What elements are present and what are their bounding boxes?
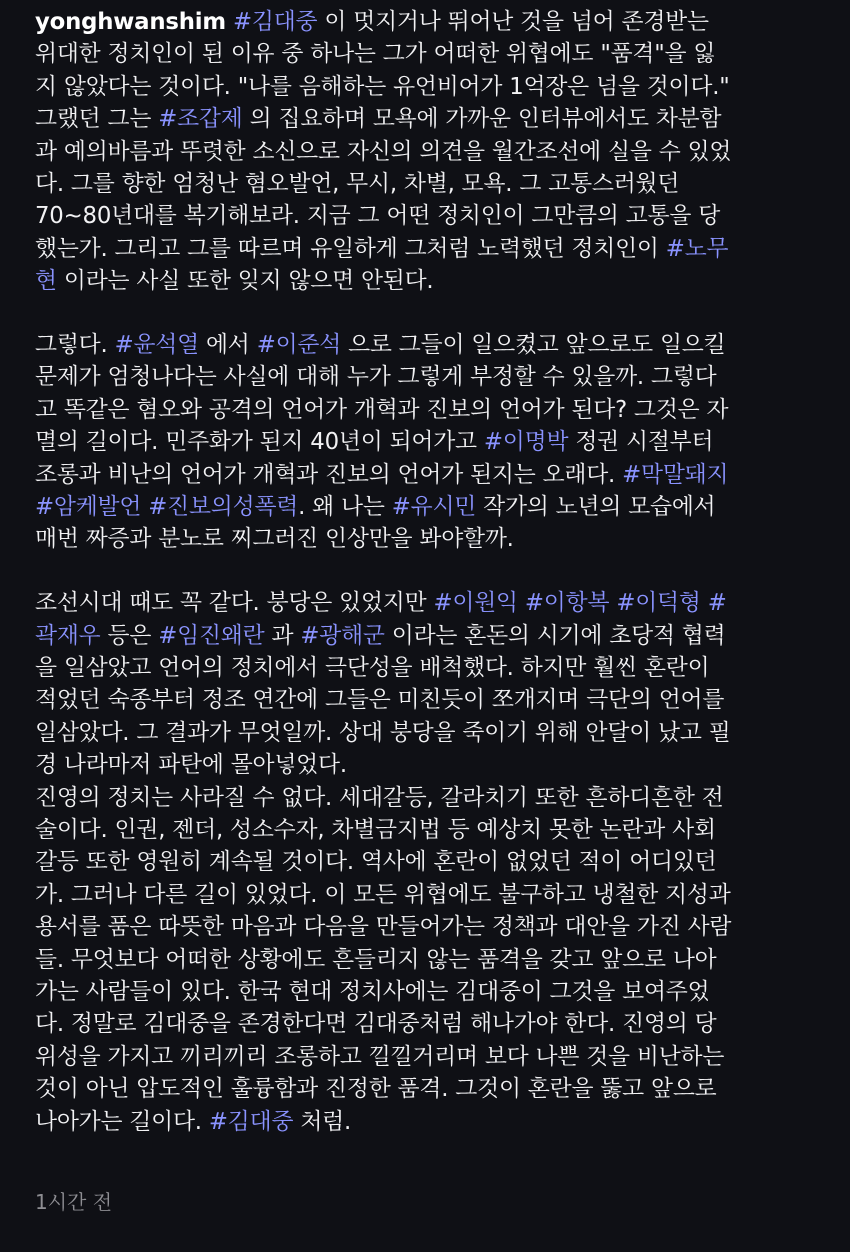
hashtag-link[interactable]: #김대중: [208, 1108, 294, 1135]
post-text: 용서를 품은 따뜻한 마음과 다음을 만들어가는 정책과 대안을 가진 사람: [35, 914, 732, 941]
post-text: 위성을 가지고 끼리끼리 조롱하고 낄낄거리며 보다 나쁜 것을 비난하는: [35, 1043, 725, 1070]
post-text-line: [35, 523, 825, 555]
post-text: 문제가 엄청나다는 사실에 대해 누가 그렇게 부정할 수 있을까. 그렇다: [35, 364, 717, 391]
thread-post: [35, 6, 825, 1138]
post-text-line: [35, 782, 825, 814]
post-text: 처럼.: [293, 1108, 352, 1135]
post-text-line: [35, 1041, 825, 1073]
post-text-line: [35, 265, 825, 297]
post-text: 과 예의바름과 뚜렷한 소신으로 자신의 의견을 월간조선에 실을 수 있었: [35, 138, 732, 165]
post-text: 멸의 길이다. 민주화가 된지 40년이 되어가고: [35, 429, 484, 456]
post-text: 조선시대 때도 꼭 같다. 붕당은 있었지만: [35, 590, 434, 617]
post-text: 진영의 정치는 사라질 수 없다. 세대갈등, 갈라치기 또한 흔하디흔한 전: [35, 784, 724, 811]
post-text-line: [35, 491, 825, 523]
post-text-line: [35, 976, 825, 1008]
username-link[interactable]: yonghwanshim: [35, 9, 226, 35]
post-text: 에서: [198, 332, 257, 359]
post-text: 조롱과 비난의 언어가 개혁과 진보의 언어가 된지는 오래다.: [35, 461, 623, 488]
post-text-line: [35, 38, 825, 70]
hashtag-link[interactable]: #이덕형: [616, 590, 701, 617]
post-text: 다. 정말로 김대중을 존경한다면 김대중처럼 해나가야 한다. 진영의 당: [35, 1011, 717, 1038]
hashtag-link[interactable]: #이명박: [483, 429, 569, 456]
post-text: 술이다. 인권, 젠더, 성소수자, 차별금지법 등 예상치 못한 논란과 사회: [35, 816, 716, 843]
post-text-line: [35, 587, 825, 619]
hashtag-link[interactable]: #막말돼지: [622, 461, 729, 488]
post-text-line: [35, 1008, 825, 1040]
post-text: 나아가는 길이다.: [35, 1108, 209, 1135]
hashtag-link[interactable]: 곽재우: [35, 622, 101, 649]
post-text: 등은: [100, 622, 159, 649]
post-text: 고 똑같은 혐오와 공격의 언어가 개혁과 진보의 언어가 된다? 그것은 자: [35, 396, 729, 423]
post-text: 일삼았다. 그 결과가 무엇일까. 상대 붕당을 죽이기 위해 안달이 났고 필: [35, 719, 731, 746]
post-text: [701, 590, 708, 616]
post-text: 가는 사람들이 있다. 한국 현대 정치사에는 김대중이 그것을 보여주었: [35, 978, 710, 1005]
post-text: 다. 그를 향한 엄청난 혐오발언, 무시, 차별, 모욕. 그 고통스러웠던: [35, 170, 680, 197]
post-text-line: [35, 846, 825, 878]
post-text-line: [35, 652, 825, 684]
hashtag-link[interactable]: 현: [35, 268, 57, 295]
post-text: 위대한 정치인이 된 이유 중 하나는 그가 어떠한 위협에도 "품격"을 잃: [35, 41, 716, 68]
post-text: 을 일삼았고 언어의 정치에서 극단성을 배척했다. 하지만 훨씬 혼란이: [35, 655, 710, 682]
post-text-line: [35, 1073, 825, 1105]
post-text-line: [35, 717, 825, 749]
hashtag-link[interactable]: #유시민: [391, 493, 477, 520]
post-text-line: [35, 103, 825, 135]
post-text-line: [35, 329, 825, 361]
hashtag-link[interactable]: #이준석: [256, 332, 342, 359]
post-text: 정권 시절부터: [568, 429, 714, 456]
paragraph-gap: [35, 556, 825, 588]
hashtag-link[interactable]: #김대중: [233, 9, 318, 35]
post-text-line: [35, 168, 825, 200]
post-text: 경 나라마저 파탄에 몰아넣었다.: [35, 752, 347, 779]
post-text: [226, 9, 233, 35]
post-text: 적었던 숙종부터 정조 연간에 그들은 미친듯이 쪼개지며 극단의 언어를: [35, 687, 725, 714]
post-text: 이라는 사실 또한 잊지 않으면 안된다.: [56, 268, 434, 295]
post-text: 했는가. 그리고 그를 따르며 유일하게 그처럼 노력했던 정치인이: [35, 235, 666, 262]
hashtag-link[interactable]: #조갑제: [158, 106, 243, 133]
post-text-line: [35, 944, 825, 976]
post-text: . 왜 나는: [298, 493, 392, 520]
post-text: 그랬던 그는: [35, 106, 159, 133]
post-text: 과: [264, 622, 301, 649]
post-text-line: [35, 361, 825, 393]
post-text: 70~80년대를 복기해보라. 지금 그 어떤 정치인이 그만큼의 고통을 당: [35, 203, 721, 230]
post-text-line: [35, 814, 825, 846]
post-text-line: [35, 394, 825, 426]
post-text: 작가의 노년의 모습에서: [476, 493, 716, 520]
post-text-line: [35, 136, 825, 168]
post-text: 그렇다.: [35, 332, 115, 359]
hashtag-link[interactable]: #이항복: [524, 590, 610, 617]
post-text: 이 멋지거나 뛰어난 것을 넘어 존경받는: [317, 9, 709, 35]
post-text-line: [35, 459, 825, 491]
post-text-line: [35, 6, 825, 38]
hashtag-link[interactable]: #광해군: [300, 622, 385, 649]
post-text: 들. 무엇보다 어떠한 상황에도 흔들리지 않는 품격을 갖고 앞으로 나아: [35, 946, 717, 973]
hashtag-link[interactable]: #암케발언: [35, 493, 142, 520]
post-text-line: [35, 749, 825, 781]
post-text-line: [35, 426, 825, 458]
hashtag-link[interactable]: #노무: [665, 235, 729, 262]
post-text-line: [35, 911, 825, 943]
post-text: [518, 590, 525, 616]
post-text: 매번 짜증과 분노로 찌그러진 인상만을 봐야할까.: [35, 526, 514, 553]
post-text: 것이 아닌 압도적인 훌륭함과 진정한 품격. 그것이 혼란을 뚫고 앞으로: [35, 1076, 717, 1103]
post-text: 지 않았다는 것이다. "나를 음해하는 유언비어가 1억장은 넘을 것이다.": [35, 73, 730, 100]
hashtag-link[interactable]: #임진왜란: [158, 622, 265, 649]
post-text-line: [35, 71, 825, 103]
post-text: 이라는 혼돈의 시기에 초당적 협력: [384, 622, 726, 649]
post-text: 으로 그들이 일으켰고 앞으로도 일으킬: [341, 332, 726, 359]
post-text: 갈등 또한 영원히 계속될 것이다. 역사에 혼란이 없었던 적이 어디있던: [35, 849, 717, 876]
post-text-line: [35, 879, 825, 911]
hashtag-link[interactable]: #윤석열: [114, 332, 199, 359]
post-text: 의 집요하며 모욕에 가까운 인터뷰에서도 차분함: [242, 106, 722, 133]
post-text-line: [35, 684, 825, 716]
hashtag-link[interactable]: #이원익: [433, 590, 518, 617]
post-timestamp[interactable]: 1시간 전: [35, 1190, 113, 1214]
paragraph-gap: [35, 298, 825, 330]
post-text-line: [35, 1106, 825, 1138]
post-text-line: [35, 620, 825, 652]
post-text-line: [35, 200, 825, 232]
hashtag-link[interactable]: #진보의성폭력: [148, 493, 299, 520]
post-text: 가. 그러나 다른 길이 있었다. 이 모든 위협에도 불구하고 냉철한 지성과: [35, 881, 731, 908]
post-text-line: [35, 233, 825, 265]
hashtag-link[interactable]: #: [707, 590, 727, 617]
